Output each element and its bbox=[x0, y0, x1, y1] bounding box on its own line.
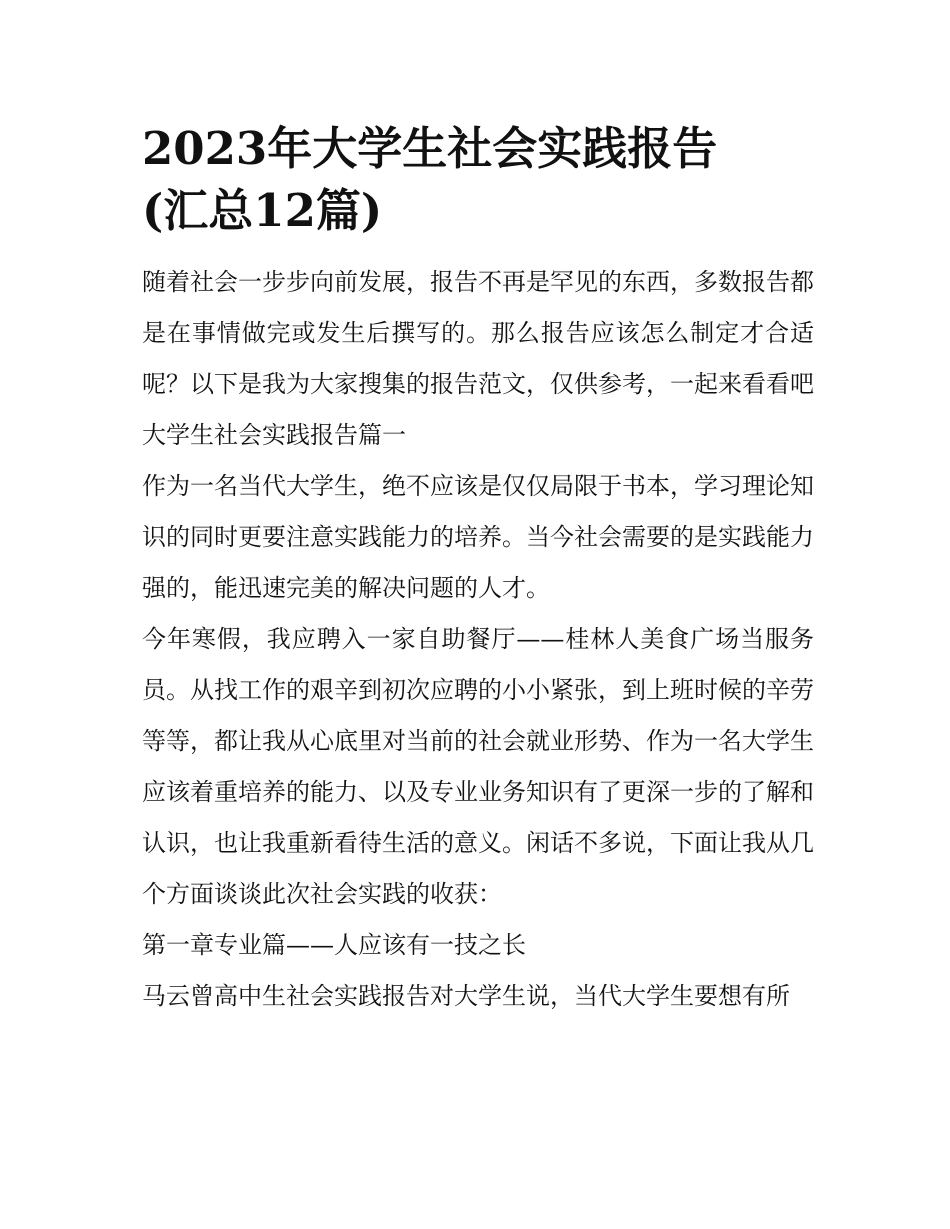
section-heading-part-one: 大学生社会实践报告篇一 bbox=[142, 421, 406, 449]
chapter-heading-one: 第一章专业篇——人应该有一技之长 bbox=[142, 931, 526, 959]
paragraph-practice-ability: 作为一名当代大学生，绝不应该是仅仅局限于书本，学习理论知识的同时更要注意实践能力的培养。当今社会需要的是实践能力强的，能迅速完美的解决问题的人才。 bbox=[142, 472, 814, 602]
title-line-1: 2023年大学生社会实践报告 bbox=[142, 122, 718, 175]
title-line-2: (汇总12篇) bbox=[142, 184, 383, 237]
paragraph-winter-job: 今年寒假，我应聘入一家自助餐厅——桂林人美食广场当服务员。从找工作的艰辛到初次应聘的小小紧张，到上班时候的辛劳等等，都让我从心底里对当前的社会就业形势、作为一名大学生应该着重培养的能力、以及专业业务知识有了更深一步的了解和认识，也让我重新看待生活的意义。闲话不多说，下面让我从几个方面谈谈此次社会实践的收获： bbox=[142, 625, 814, 908]
document-title bbox=[142, 118, 814, 242]
document-body bbox=[142, 257, 814, 1022]
document-page bbox=[142, 118, 814, 1022]
intro-paragraph: 随着社会一步步向前发展，报告不再是罕见的东西，多数报告都是在事情做完或发生后撰写的。那么报告应该怎么制定才合适呢？以下是我为大家搜集的报告范文，仅供参考，一起来看看吧 bbox=[142, 268, 814, 398]
paragraph-jack-ma: 马云曾高中生社会实践报告对大学生说，当代大学生要想有所 bbox=[142, 982, 790, 1010]
